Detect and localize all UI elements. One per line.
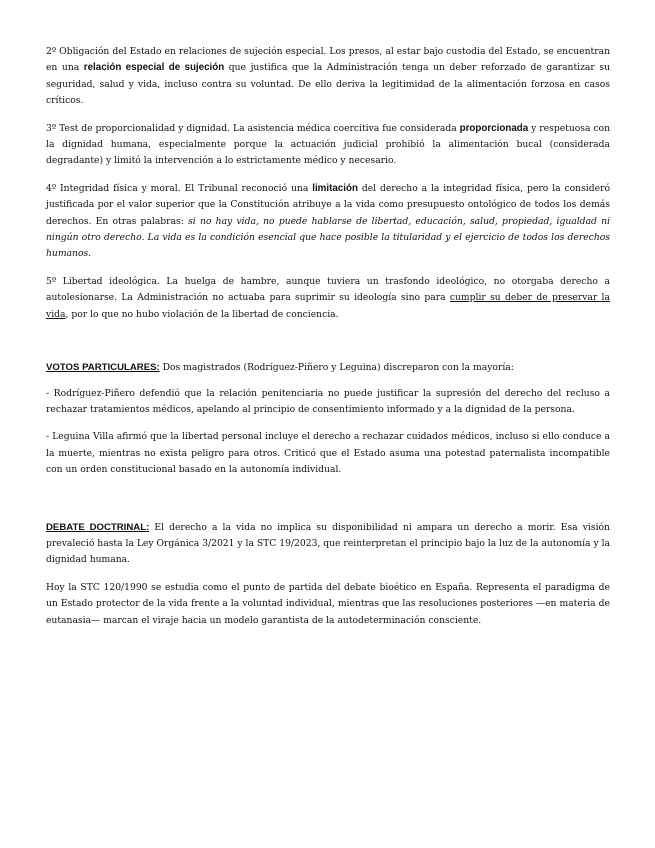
paragraph-proporcionalidad (46, 121, 610, 170)
text-run: y respetuosa con la dignidad humana, especialmente porque la actuación judicial prohibió la alimentación bucal (considerada degradante) y limitó la intervención a lo estrictamente médico y necesario. (46, 122, 610, 167)
paragraph-libertad-ideologica (46, 274, 610, 323)
text-run: El derecho a la vida no implica su disponibilidad ni ampara un derecho a morir. Esa visión prevaleció hasta la Ley Orgánica 3/2021 y la STC 19/2023, que reinterpretan el principio bajo la luz de la autonomía y la dignidad humana. (46, 521, 610, 566)
bold-term: proporcionada (459, 122, 529, 134)
paragraph-sujecion-especial (46, 44, 610, 110)
text-run: que justifica que la Administración tenga un deber reforzado de garantizar su seguridad, salud y vida, incluso contra su voluntad. De ello deriva la legitimidad de la alimentación forzosa en casos críticos. (46, 62, 610, 107)
bold-term: limitación (312, 182, 358, 194)
votos-heading: VOTOS PARTICULARES: (46, 362, 160, 374)
text-run: 5º Libertad ideológica. La huelga de hambre, aunque tuviera un trasfondo ideológico, no otorgaba derecho a autolesionarse. La Administración no actuaba para suprimir su ideología sino para (46, 275, 610, 304)
text-run: Dos magistrados (Rodríguez-Piñero y Leguina) discreparon con la mayoría: (159, 362, 514, 374)
voto-leguina-villa: - Leguina Villa afirmó que la libertad personal incluye el derecho a rechazar cuidados médicos, incluso si ello conduce a la muerte, mientras no exista peligro para otros. Criticó que el Estado asuma una potestad paternalista incompatible con un orden constitucional basado en la autonomía individual. (46, 431, 610, 476)
spacer (46, 490, 610, 520)
italic-quote: si no hay vida, no puede hablarse de libertad, educación, salud, propiedad, igualdad ni ningún otro derecho. La vida es la condición esencial que hace posible la titularidad y el ejercicio de todos los derechos humanos. (46, 215, 610, 260)
votos-particulares-intro (46, 360, 610, 376)
conclusion-paragraph: Hoy la STC 120/1990 se estudia como el punto de partida del debate bioético en España. Representa el paradigma de un Estado protector de la vida frente a la voluntad individual, mientras que las resoluciones posteriores —en materia de eutanasia— marcan el viraje hacia un modelo garantista de la autodeterminación consciente. (46, 581, 610, 626)
debate-doctrinal-paragraph (46, 520, 610, 569)
paragraph-integridad (46, 181, 610, 263)
text-run: 3º Test de proporcionalidad y dignidad. La asistencia médica coercitiva fue considerada (46, 122, 460, 134)
debate-heading: DEBATE DOCTRINAL: (46, 521, 150, 533)
text-run: , por lo que no hubo violación de la libertad de conciencia. (65, 308, 339, 320)
spacer (46, 334, 610, 360)
text-run: del derecho a la integridad física, pero la consideró justificada por el valor superior que la Constitución atribuye a la vida como presupuesto ontológico de todos los demás derechos. En otras palabras: (46, 182, 610, 227)
bold-term: relación especial de sujeción (83, 62, 225, 74)
underlined-phrase: cumplir su deber de preservar la vida (46, 292, 610, 320)
voto-rodriguez-pinero: - Rodríguez-Piñero defendió que la relación penitenciaria no puede justificar la supresión del derecho del recluso a rechazar tratamientos médicos, apelando al principio de consentimiento informado y a la dignidad de la persona. (46, 387, 610, 415)
text-run: 2º Obligación del Estado en relaciones de sujeción especial. Los presos, al estar bajo custodia del Estado, se encuentran en una (46, 46, 610, 74)
document-page (46, 44, 610, 640)
text-run: 4º Integridad física y moral. El Tribunal reconoció una (46, 182, 313, 194)
